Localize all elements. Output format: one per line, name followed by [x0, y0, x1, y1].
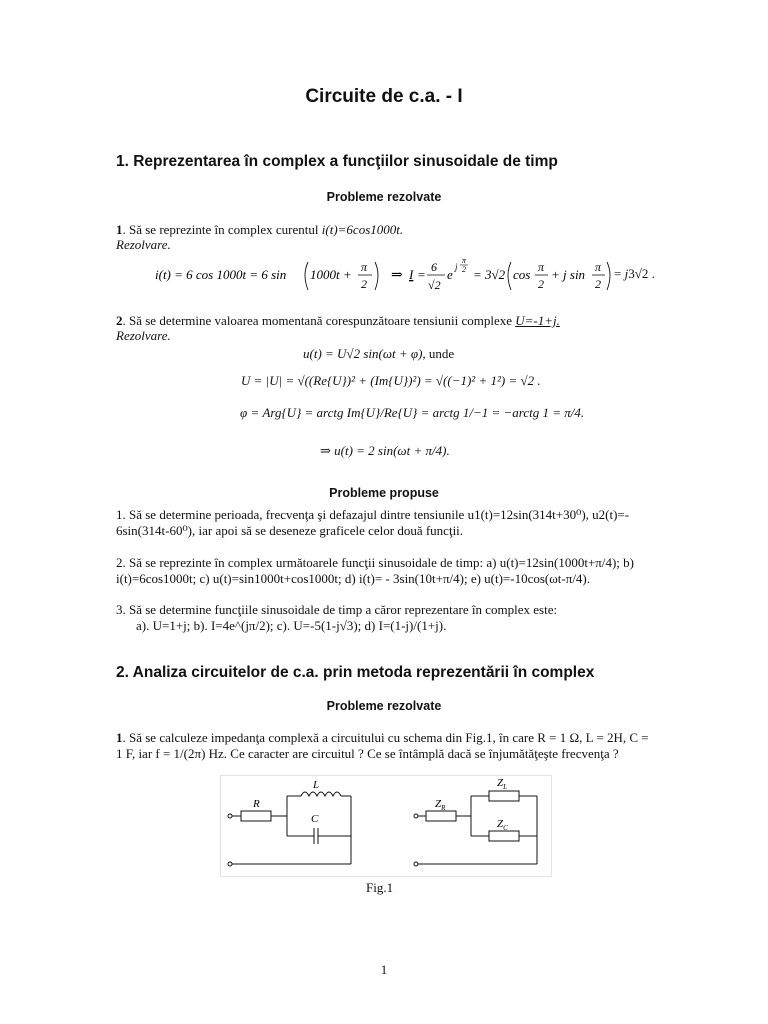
svg-text:π: π: [462, 256, 467, 265]
problem-2-eq3: φ = Arg{U} = arctg Im{U}/Re{U} = arctg 1/−1 = −arctg 1 = π/4.: [240, 405, 585, 420]
section-heading-2: 2. Analiza circuitelor de c.a. prin metoda reprezentării în complex: [116, 664, 595, 681]
equation-1-tail: = j3√2 .: [614, 266, 655, 281]
page-title: Circuite de c.a. - I: [305, 86, 463, 107]
proposed-3-line-b: a). U=1+j; b). I=4e^(jπ/2); c). U=-5(1-j√3); d) I=(1-j)/(1+j).: [136, 618, 447, 633]
proposed-2-line-b: i(t)=6cos1000t; c) u(t)=sin1000t+cos1000t; d) i(t)= - 3sin(10t+π/4); e) u(t)=-10cos(ωt-π/4).: [116, 571, 591, 586]
svg-text:2: 2: [462, 265, 466, 274]
page-number: 1: [380, 962, 388, 977]
problem-2-resolution-label: Rezolvare.: [116, 328, 171, 343]
problem-2-expr: U=-1+j.: [515, 313, 560, 328]
figure-1-circuit: [221, 776, 551, 876]
section-2-problem-1-line-a: . Să se calculeze impedanţa complexă a circuitului cu schema din Fig.1, în care R = 1 Ω, L = 2H, C =: [122, 730, 649, 745]
proposed-2: [116, 555, 656, 587]
label-L: L: [313, 779, 320, 791]
label-R: R: [253, 798, 260, 810]
proposed-1-line-b: 6sin(314t-60⁰), iar apoi să se deseneze graficele celor două funcţii.: [116, 523, 464, 538]
svg-text:=: =: [417, 267, 426, 282]
svg-text:π: π: [538, 260, 545, 274]
problem-1-statement: [116, 222, 403, 238]
problem-2-number: 2: [116, 313, 123, 328]
proposed-1: [116, 507, 656, 539]
label-ZL: $Z_L$: [497, 777, 508, 791]
label-ZR: $Z_R$: [435, 798, 446, 812]
problem-2-text: . Să se determine valoarea momentană corespunzătoare tensiunii complexe: [122, 313, 516, 328]
svg-text:π: π: [595, 260, 602, 274]
problem-1-number: 1: [116, 222, 123, 237]
section-2-problem-1: [116, 730, 656, 762]
problem-1-expr: i(t)=6cos1000t.: [321, 222, 404, 237]
svg-text:I: I: [409, 267, 414, 282]
svg-text:⇒: ⇒: [391, 268, 403, 283]
section-2-problem-1-line-b: 1 F, iar f = 1/(2π) Hz. Ce caracter are circuitul ? Ce se întâmplă dacă se înjumătăţeşte frecvenţa ?: [116, 746, 619, 761]
svg-text:= 3√2: = 3√2: [473, 267, 506, 282]
svg-text:6: 6: [431, 260, 437, 274]
solved-heading-2: Probleme rezolvate: [326, 699, 442, 713]
section-2-problem-1-number: 1: [116, 730, 123, 745]
figure-1: [220, 775, 552, 877]
svg-text:π: π: [361, 260, 368, 274]
svg-text:i(t) = 6 cos 1000t = 6 sin: i(t) = 6 cos 1000t = 6 sin: [155, 267, 287, 282]
svg-text:2: 2: [361, 277, 367, 291]
svg-text:e: e: [447, 267, 453, 282]
proposed-heading: Probleme propuse: [329, 486, 439, 500]
problem-2-eq2: U = |U| = √((Re{U})² + (Im{U})²) = √((−1)² + 1²) = √2 .: [241, 373, 541, 388]
problem-1-equation: [155, 252, 625, 298]
problem-2-eq1: u(t) = U√2 sin(ωt + φ), unde: [303, 346, 455, 361]
svg-text:1000t +: 1000t +: [310, 267, 352, 282]
problem-2-eq4: ⇒ u(t) = 2 sin(ωt + π/4).: [320, 443, 450, 458]
proposed-3-line-a: 3. Să se determine funcţiile sinusoidale de timp a căror reprezentare în complex este:: [116, 602, 558, 617]
svg-text:2: 2: [538, 277, 544, 291]
label-ZC: $Z_C$: [497, 818, 508, 832]
proposed-1-line-a: 1. Să se determine perioada, frecvenţa şi defazajul dintre tensiunile u1(t)=12sin(314t+30⁰), u2(t)=-: [116, 507, 630, 522]
problem-2-statement: [116, 313, 560, 329]
figure-1-caption: Fig.1: [366, 880, 394, 895]
proposed-3: [116, 602, 656, 634]
svg-text:cos: cos: [513, 267, 531, 282]
proposed-2-line-a: 2. Să se reprezinte în complex următoarele funcţii sinusoidale de timp: a) u(t)=12sin(1000t+π/4); b): [116, 555, 634, 570]
svg-text:2: 2: [595, 277, 601, 291]
problem-1-resolution-label: Rezolvare.: [116, 237, 171, 252]
svg-text:+ j sin: + j sin: [551, 267, 586, 282]
problem-1-text: . Să se reprezinte în complex curentul: [122, 222, 322, 237]
section-heading-1: 1. Reprezentarea în complex a funcţiilor sinusoidale de timp: [116, 153, 558, 170]
svg-text:j: j: [455, 262, 458, 272]
equation-1-graphic: [155, 252, 625, 298]
solved-heading-1: Probleme rezolvate: [326, 190, 442, 204]
svg-text:√2: √2: [428, 278, 441, 292]
label-C: C: [311, 813, 319, 825]
